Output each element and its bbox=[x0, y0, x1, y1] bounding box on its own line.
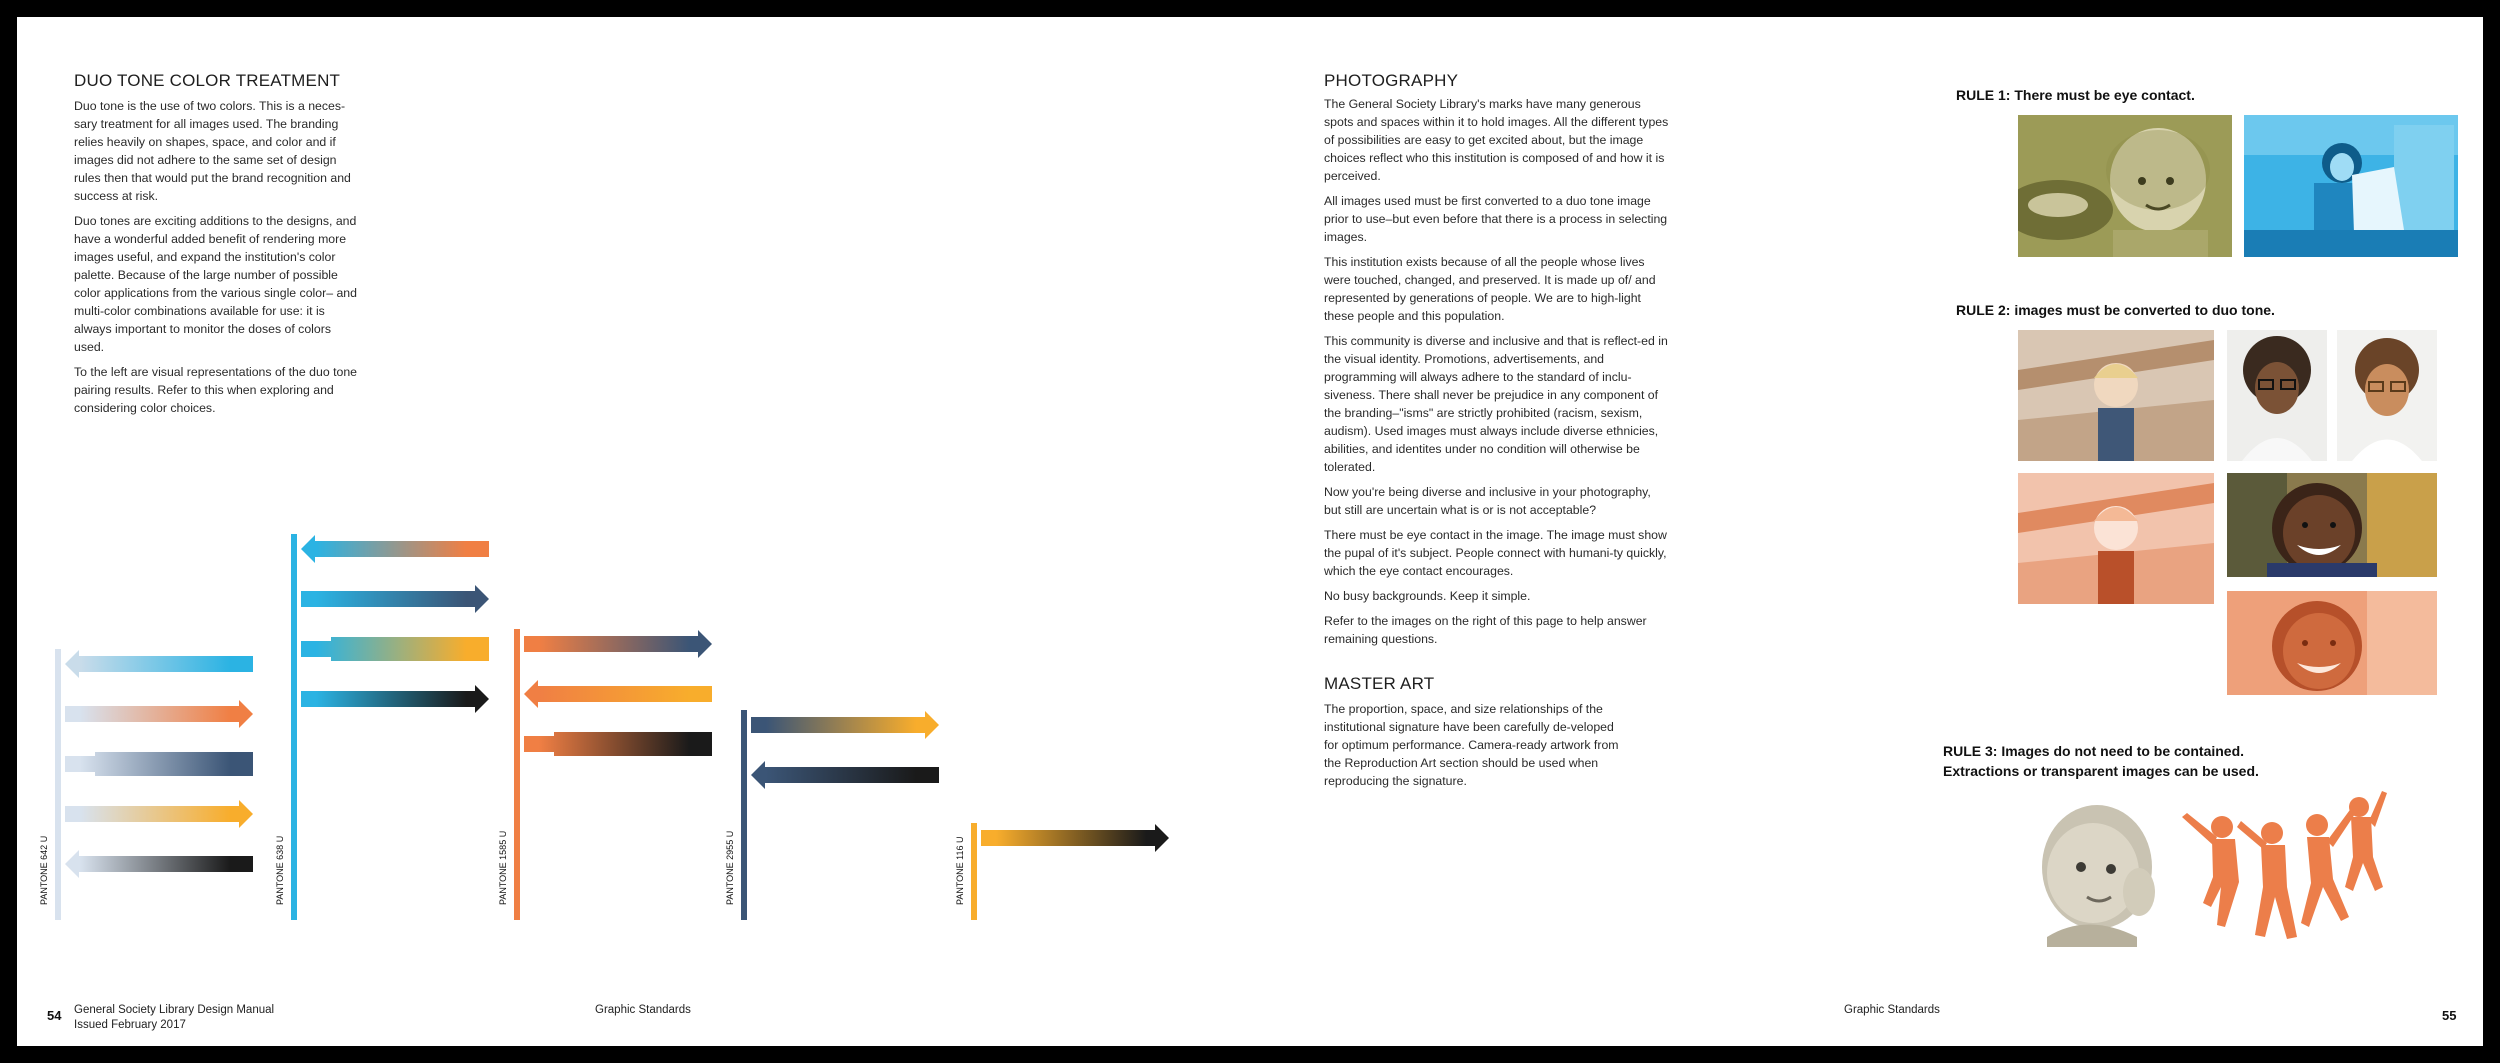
baby-extraction-image bbox=[2027, 797, 2157, 947]
flag-pole bbox=[741, 710, 747, 920]
master-art-body bbox=[1324, 700, 1624, 797]
rule-3-line-2: Extractions or transparent images can be used. bbox=[1943, 763, 2259, 779]
duotone-paragraph: Duo tones are exciting additions to the designs, and have a wonderful added benefit of rendering more images useful, and expand the institution's color palette. Because of the large number of possible color applications from the various single color– and multi-color combinations available for use: it is always important to monitor the doses of colors used. bbox=[74, 214, 357, 354]
rule2-photo-boy-smiling-color bbox=[2227, 473, 2437, 577]
left-page-number: 54 bbox=[47, 1008, 62, 1023]
photography-paragraph: Now you're being diverse and inclusive in your photography, but still are uncertain what is or is not acceptable? bbox=[1324, 485, 1651, 517]
jumping-people-image bbox=[2177, 787, 2387, 955]
rule2-photo-girl-color bbox=[2018, 330, 2214, 461]
duotone-arrow bbox=[524, 680, 712, 708]
duotone-arrow bbox=[751, 761, 939, 789]
rule1-photo-child-eating bbox=[2018, 115, 2232, 257]
rule1-photo-woman-laptop bbox=[2244, 115, 2458, 257]
photography-paragraph: This institution exists because of all the people whose lives were touched, changed, and preserved. It is made up of/ and represented by generations of people. We are to high-light these people and this population. bbox=[1324, 255, 1656, 323]
girl-duotone-image bbox=[2018, 473, 2214, 604]
duotone-arrow bbox=[981, 824, 1169, 852]
flag-pole bbox=[971, 823, 977, 920]
woman-laptop-image bbox=[2244, 115, 2458, 257]
duotone-arrow bbox=[65, 800, 253, 828]
duotone-arrow bbox=[751, 711, 939, 739]
boy-smiling-duotone-image bbox=[2227, 591, 2437, 695]
pantone-label: PANTONE 116 U bbox=[955, 836, 965, 905]
photography-paragraph: There must be eye contact in the image. The image must show the pupal of it's subject. People connect with humani-ty quickly, which the eye contact encourages. bbox=[1324, 528, 1667, 578]
duotone-arrow bbox=[65, 650, 253, 678]
duotone-arrow bbox=[524, 630, 712, 658]
master-art-paragraph: The proportion, space, and size relationships of the institutional signature have been carefully de-veloped for optimum performance. Camera-ready artwork from the Reproduction Art section should be used when reproducing the signature. bbox=[1324, 702, 1619, 788]
girl-color-image bbox=[2018, 330, 2214, 461]
footer-manual-title: General Society Library Design Manual bbox=[74, 1004, 275, 1016]
photography-paragraph: This community is diverse and inclusive and that is reflect-ed in the visual identity. Promotions, advertisements, and programming will always adhere to the standard of inclu-siveness. There shall never be prejudice in any component of the branding–"isms" are strictly prohibited (racism, sexism, audism). Used images must always include diverse ethnicies, abilities, and identites under no condition will otherwise be tolerated. bbox=[1324, 334, 1668, 474]
duotone-arrow bbox=[65, 700, 253, 728]
photography-paragraph: The General Society Library's marks have many generous spots and spaces within it to hold images. All the different types of possibilities are easy to get excited about, but the image choices reflect who this institution is composed of and how it is perceived. bbox=[1324, 97, 1669, 183]
duotone-arrow bbox=[65, 850, 253, 878]
pantone-label: PANTONE 642 U bbox=[39, 835, 49, 905]
photography-paragraph: Refer to the images on the right of this page to help answer remaining questions. bbox=[1324, 614, 1647, 646]
pantone-label: PANTONE 2955 U bbox=[725, 830, 735, 905]
flag-pole bbox=[291, 534, 297, 920]
document-spread bbox=[17, 17, 2483, 1046]
boy-curly-color-image bbox=[2227, 330, 2327, 461]
duotone-arrow bbox=[65, 752, 253, 776]
rule2-photo-girl-duotone bbox=[2018, 473, 2214, 604]
flag-pole bbox=[514, 629, 520, 920]
rule-1-heading: RULE 1: There must be eye contact. bbox=[1956, 87, 2195, 103]
photography-paragraph: All images used must be first converted to a duo tone image prior to use–but even before that there is a process in selecting images. bbox=[1324, 194, 1668, 244]
rule3-photo-jumping-people bbox=[2177, 787, 2387, 955]
child-eating-image bbox=[2018, 115, 2232, 257]
master-art-heading: MASTER ART bbox=[1324, 674, 1435, 693]
photography-heading: PHOTOGRAPHY bbox=[1324, 71, 1459, 90]
duotone-arrow bbox=[301, 685, 489, 713]
duotone-arrow bbox=[301, 585, 489, 613]
duotone-arrow bbox=[301, 637, 489, 661]
rule-3-heading bbox=[1943, 741, 2259, 781]
footer-issue-date: Issued February 2017 bbox=[74, 1019, 186, 1031]
rule2-photo-boy-b-color bbox=[2337, 330, 2437, 461]
rule-2-heading: RULE 2: images must be converted to duo tone. bbox=[1956, 302, 2275, 318]
duotone-paragraph: Duo tone is the use of two colors. This is a neces-sary treatment for all images used. The branding relies heavily on shapes, space, and color and if images did not adhere to the same set of design rules then that would put the brand recognition and success at risk. bbox=[74, 99, 351, 203]
duotone-paragraph: To the left are visual representations of the duo tone pairing results. Refer to this when exploring and considering color choices. bbox=[74, 365, 358, 415]
duotone-flag-diagram bbox=[17, 17, 1247, 1046]
rule-3-line-1: RULE 3: Images do not need to be contained. bbox=[1943, 743, 2245, 759]
flag-svg bbox=[17, 17, 1247, 1046]
rule2-photo-boy-smiling-duotone bbox=[2227, 591, 2437, 695]
pantone-label: PANTONE 1585 U bbox=[498, 830, 508, 905]
flag-pole bbox=[55, 649, 61, 920]
pantone-label: PANTONE 638 U bbox=[275, 835, 285, 905]
rule3-photo-baby-extraction bbox=[2027, 797, 2157, 947]
rule2-photo-boy-a-color bbox=[2227, 330, 2327, 461]
photography-paragraph: No busy backgrounds. Keep it simple. bbox=[1324, 589, 1531, 603]
duotone-heading: DUO TONE COLOR TREATMENT bbox=[74, 71, 341, 90]
right-page-number: 55 bbox=[2442, 1008, 2457, 1023]
boy-smiling-color-image bbox=[2227, 473, 2437, 577]
duotone-arrow bbox=[524, 732, 712, 756]
photography-body bbox=[1324, 95, 1669, 655]
duotone-arrow bbox=[301, 535, 489, 563]
boy-curly-color-image bbox=[2337, 330, 2437, 461]
footer-section-left: Graphic Standards bbox=[595, 1004, 691, 1016]
footer-section-right: Graphic Standards bbox=[1844, 1004, 1940, 1016]
footer-publication bbox=[74, 1003, 274, 1033]
